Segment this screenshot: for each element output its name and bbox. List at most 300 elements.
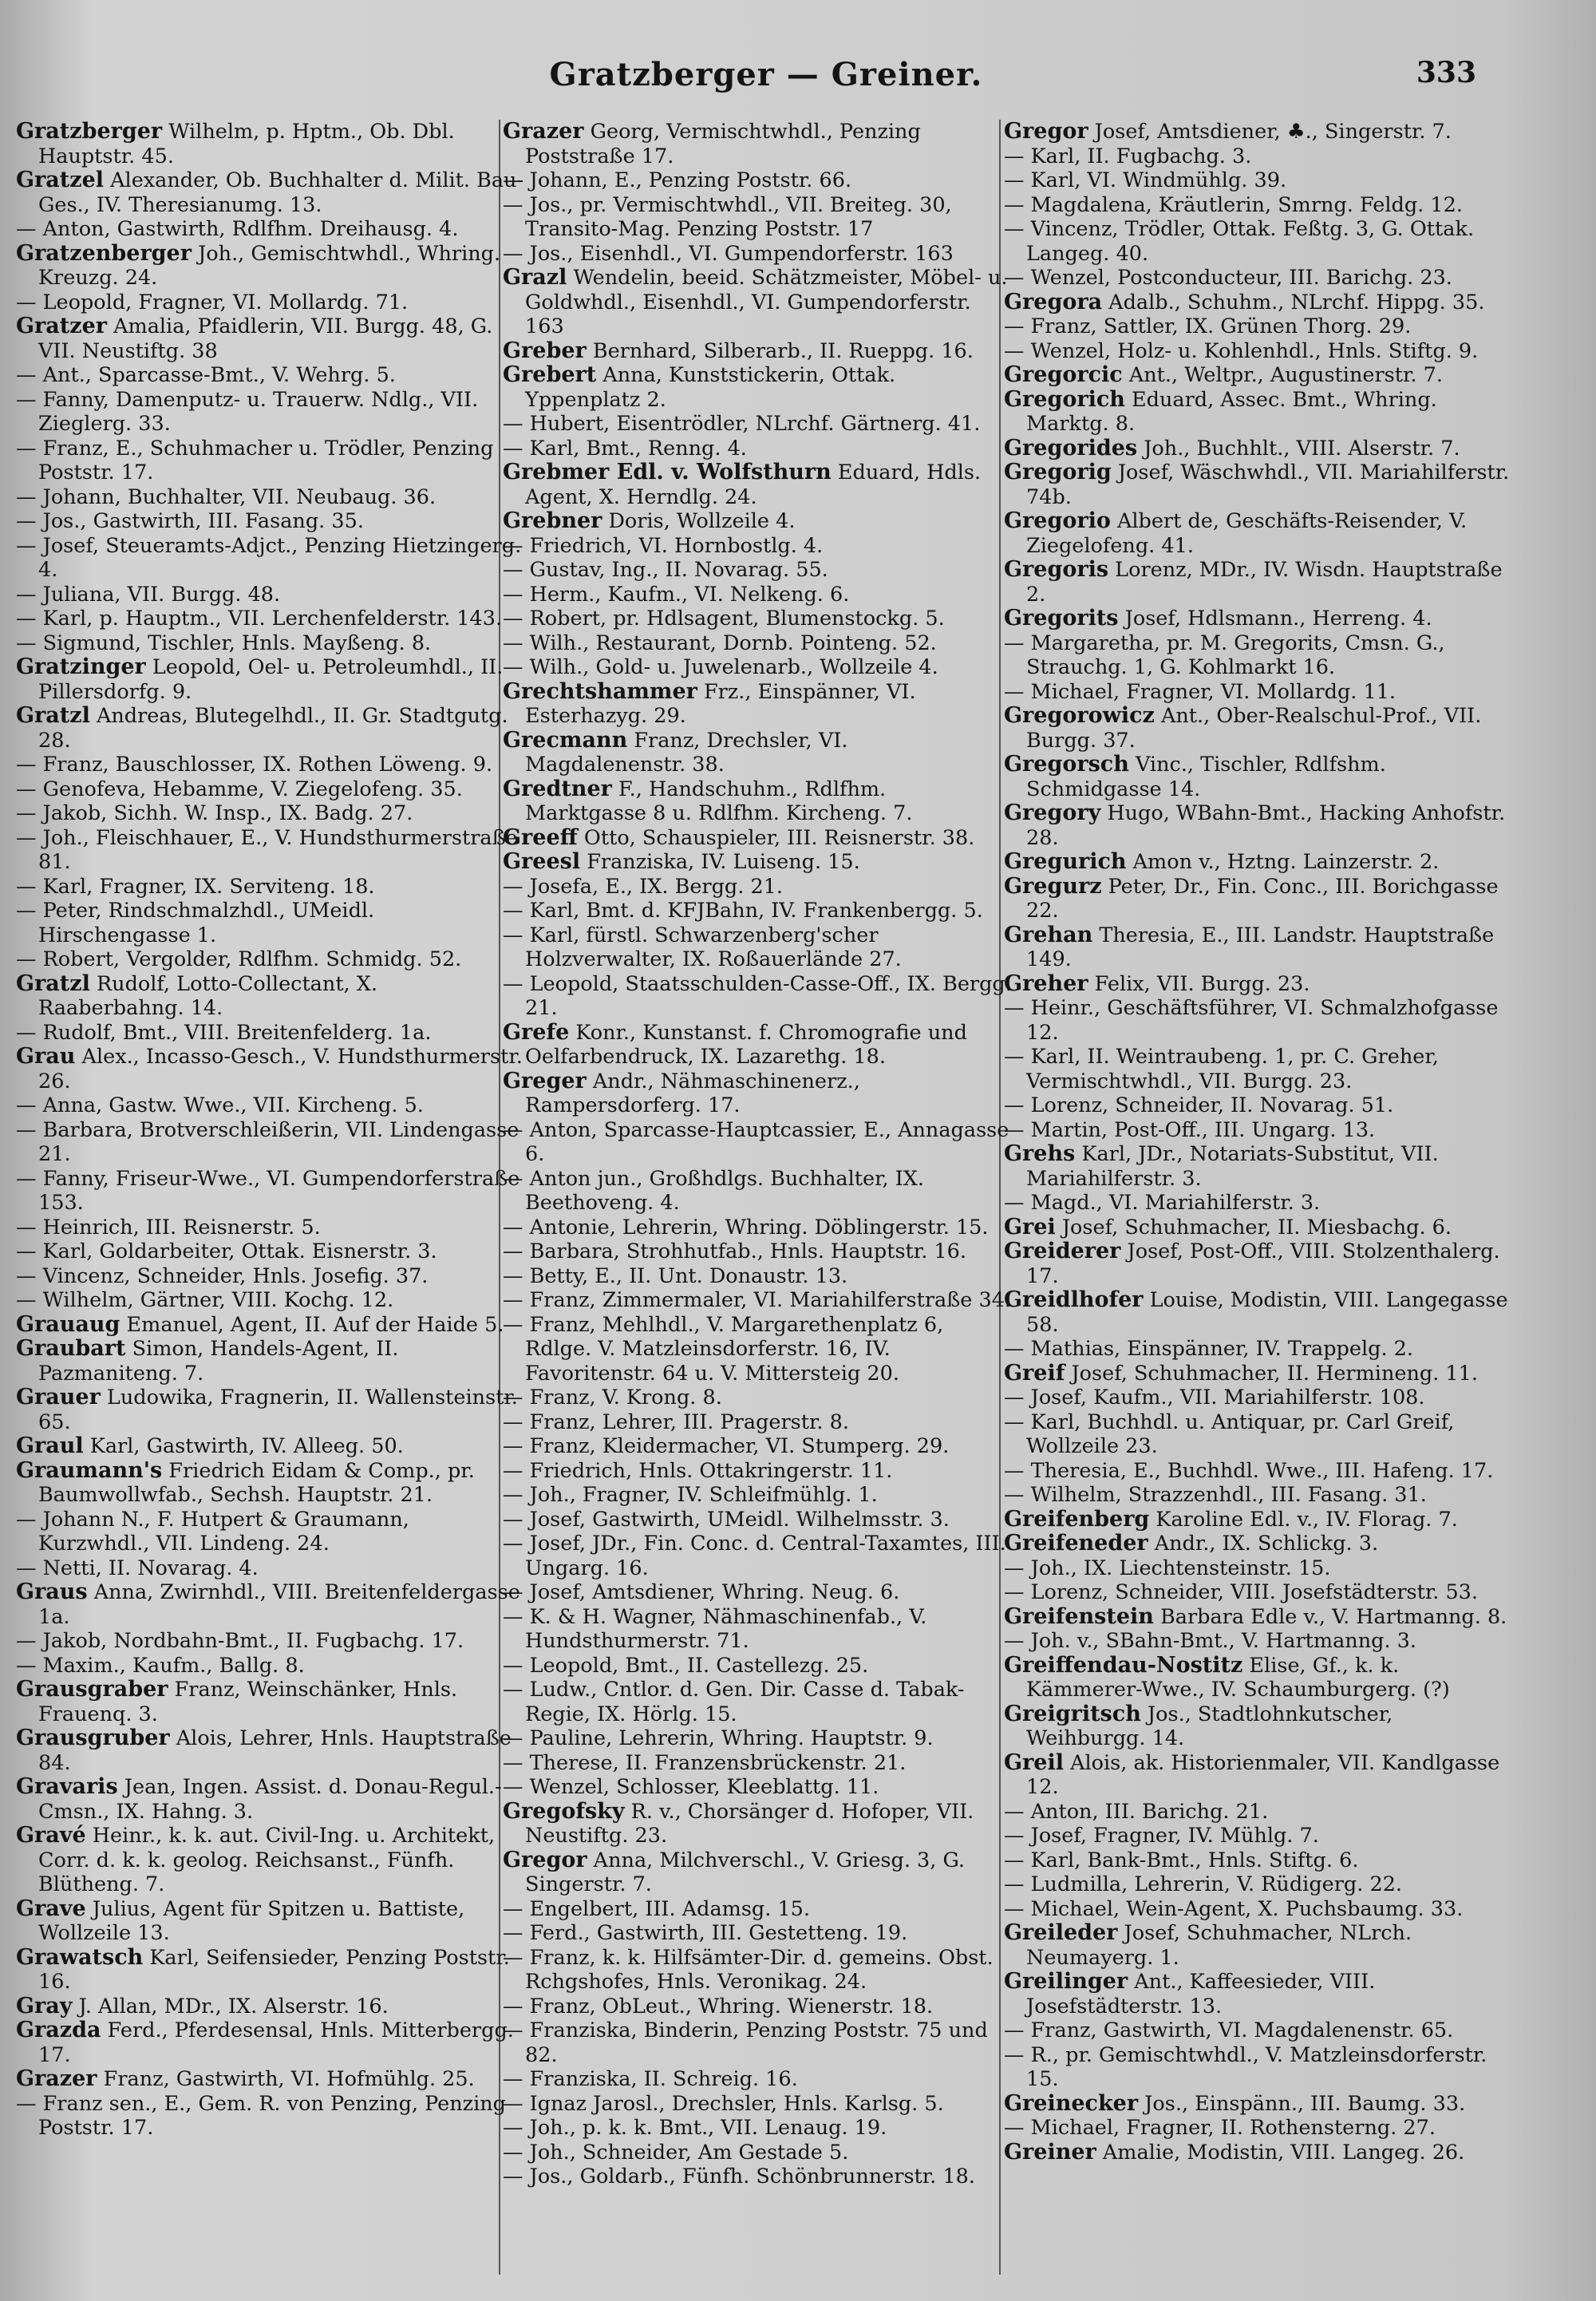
entry-details: — Karl, II. Weintraubeng. 1, pr. C. Greher, Vermischtwhdl., VII. Burgg. 23. <box>1004 1045 1439 1093</box>
entry-details: Hugo, WBahn-Bmt., Hacking Anhofstr. 28. <box>1026 801 1506 850</box>
entry-details: Jos., Stadtlohnkutscher, Weihburgg. 14. <box>1026 1702 1393 1750</box>
directory-entry <box>1004 1897 1515 1922</box>
entry-details: Karoline Edl. v., IV. Florag. 7. <box>1149 1507 1458 1532</box>
directory-entry <box>1004 1872 1515 1897</box>
entry-details: Ant., Ober-Realschul-Prof., VII. Burgg. 37. <box>1026 704 1482 753</box>
entry-surname: Gregorcic <box>1004 362 1123 387</box>
directory-entry <box>503 631 1013 656</box>
entry-surname: Greif <box>1004 1360 1065 1386</box>
directory-entry <box>503 1751 1013 1776</box>
directory-entry <box>1004 1337 1515 1362</box>
directory-entry <box>1004 2043 1515 2092</box>
directory-entry <box>16 1045 527 1093</box>
directory-entry <box>1004 1142 1515 1191</box>
directory-entry <box>1004 1751 1515 1800</box>
entry-details: — Fanny, Damenputz- u. Trauerw. Ndlg., VII. Zieglerg. 33. <box>16 387 479 436</box>
entry-details: — Joh., Fleischhauer, E., V. Hundsthurmerstraße 81. <box>16 825 518 874</box>
entry-surname: Grave <box>16 1896 86 1921</box>
entry-details: — Michael, Fragner, VI. Mollardg. 11. <box>1004 679 1396 704</box>
entry-surname: Grebmer Edl. v. Wolfsthurn <box>503 460 832 484</box>
directory-entry <box>1004 1239 1515 1288</box>
entry-details: — Anna, Gastw. Wwe., VII. Kircheng. 5. <box>16 1093 424 1117</box>
entry-details: — Wenzel, Holz- u. Kohlenhdl., Hnls. Stiftg. 9. <box>1004 338 1479 363</box>
directory-entry <box>1004 875 1515 923</box>
entry-details: — Pauline, Lehrerin, Whring. Hauptstr. 9. <box>503 1726 934 1750</box>
entry-details: — Robert, pr. Hdlsagent, Blumenstockg. 5. <box>503 607 945 631</box>
entry-details: — K. & H. Wagner, Nähmaschinenfab., V. Hundsthurmerstr. 71. <box>503 1604 927 1653</box>
entry-details: Anna, Kunststickerin, Ottak. Yppenplatz 2. <box>525 363 896 412</box>
entry-details: Jos., Einspänn., III. Baumg. 33. <box>1138 2091 1466 2116</box>
entry-surname: Gregorides <box>1004 435 1138 461</box>
entry-details: Josef, Post-Off., VIII. Stolzenthalerg. 17. <box>1026 1239 1500 1288</box>
entry-details: — Heinr., Geschäftsführer, VI. Schmalzhofgasse 12. <box>1004 996 1499 1045</box>
entry-surname: Gregurich <box>1004 849 1127 874</box>
directory-entry <box>503 2141 1013 2165</box>
directory-entry <box>503 412 1013 437</box>
directory-entry <box>1004 144 1515 169</box>
entry-surname: Graubart <box>16 1336 126 1361</box>
entry-surname: Gregor <box>1004 120 1088 144</box>
entry-details: — Antonie, Lehrerin, Whring. Döblingerstr. 15. <box>503 1215 989 1239</box>
directory-entry <box>503 1508 1013 1532</box>
entry-surname: Gregorio <box>1004 508 1111 533</box>
directory-entry <box>16 947 527 972</box>
directory-entry <box>16 1216 527 1240</box>
entry-details: Franz, Weinschänker, Hnls. Frauenq. 3. <box>38 1678 458 1726</box>
directory-entry <box>1004 1459 1515 1484</box>
directory-entry <box>503 1532 1013 1580</box>
directory-entry <box>503 1459 1013 1484</box>
entry-details: J. Allan, MDr., IX. Alserstr. 16. <box>72 1994 389 2018</box>
entry-details: Ferd., Pferdesensal, Hnls. Mitterbergg. 17. <box>38 2018 514 2067</box>
entry-surname: Grazda <box>16 2018 101 2042</box>
entry-surname: Graumann's <box>16 1457 163 1483</box>
entry-surname: Greiner <box>1004 2139 1096 2165</box>
entry-surname: Gratzel <box>16 168 105 192</box>
directory-entry <box>503 1434 1013 1459</box>
directory-entry <box>503 1678 1013 1726</box>
entry-details: — Franz, V. Krong. 8. <box>503 1386 722 1409</box>
entry-details: — Wenzel, Schlosser, Kleeblattg. 11. <box>503 1775 879 1799</box>
entry-details: — Jos., Gastwirth, III. Fasang. 35. <box>16 509 364 533</box>
entry-details: — Theresia, E., Buchhdl. Wwe., III. Hafeng. 17. <box>1004 1458 1494 1483</box>
directory-entry <box>503 729 1013 777</box>
entry-details: — R., pr. Gemischtwhdl., V. Matzleinsdorferstr. 15. <box>1004 2042 1487 2091</box>
entry-surname: Gravé <box>16 1823 86 1848</box>
entry-details: Karl, Seifensieder, Penzing Poststr. 16. <box>38 1945 510 1994</box>
entry-surname: Grazer <box>16 2066 97 2091</box>
directory-entry <box>16 1946 527 1995</box>
directory-entry <box>503 826 1013 851</box>
entry-details: Georg, Vermischtwhdl., Penzing Poststraße 17. <box>525 120 921 168</box>
directory-entry <box>503 1483 1013 1508</box>
entry-details: Joh., Gemischtwhdl., Whring. Kreuzg. 24. <box>38 241 501 290</box>
entry-details: — Friedrich, VI. Hornbostlg. 4. <box>503 533 824 558</box>
entry-details: — Ferd., Gastwirth, III. Gestetteng. 19. <box>503 1921 908 1945</box>
entry-details: — Joh., Fragner, IV. Schleifmühlg. 1. <box>503 1483 878 1507</box>
entry-details: Vinc., Tischler, Rdlfshm. Schmidgasse 14. <box>1026 753 1386 801</box>
entry-details: — Karl, Fragner, IX. Serviteng. 18. <box>16 874 375 899</box>
directory-entry <box>1004 1532 1515 1556</box>
entry-details: — Johann, Buchhalter, VII. Neubaug. 36. <box>16 484 437 509</box>
directory-entry <box>503 583 1013 607</box>
entry-surname: Gravaris <box>16 1774 118 1799</box>
directory-entry <box>503 2165 1013 2189</box>
entry-surname: Gregofsky <box>503 1798 625 1824</box>
directory-entry <box>1004 753 1515 801</box>
entry-details: — Engelbert, III. Adamsg. 15. <box>503 1896 811 1921</box>
directory-entry <box>16 777 527 802</box>
entry-details: — Maxim., Kaufm., Ballg. 8. <box>16 1653 305 1678</box>
page-header <box>0 56 1596 112</box>
entry-details: — Franz, Kleidermacher, VI. Stumperg. 29. <box>503 1434 950 1458</box>
directory-entry <box>16 1726 527 1775</box>
directory-entry <box>1004 2116 1515 2141</box>
directory-entry <box>503 193 1013 242</box>
entry-details: Julius, Agent für Spitzen u. Battiste, Wollzeile 13. <box>38 1896 465 1945</box>
entry-details: Ant., Kaffeesieder, VIII. Josefstädterstr. 13. <box>1026 1970 1376 2018</box>
entry-surname: Greifeneder <box>1004 1531 1148 1556</box>
entry-details: — Jos., Eisenhdl., VI. Gumpendorferstr. 163 <box>503 241 954 266</box>
entry-details: — Wilh., Restaurant, Dornb. Pointeng. 52. <box>503 631 937 655</box>
entry-surname: Greifenberg <box>1004 1506 1150 1532</box>
entry-surname: Gregurz <box>1004 873 1102 899</box>
directory-entry <box>503 1580 1013 1605</box>
directory-entry <box>1004 1848 1515 1873</box>
entry-surname: Gregora <box>1004 289 1103 314</box>
entry-details: Josef, Amtsdiener, ♣., Singerstr. 7. <box>1088 120 1452 144</box>
directory-entry <box>1004 1605 1515 1630</box>
directory-entry <box>503 1167 1013 1216</box>
entry-details: Peter, Dr., Fin. Conc., III. Borichgasse 22. <box>1026 874 1499 923</box>
entry-details: — Franziska, Binderin, Penzing Poststr. 75 und 82. <box>503 2018 988 2067</box>
directory-entry <box>16 120 527 168</box>
directory-column-2 <box>503 120 1013 2275</box>
entry-surname: Grausgruber <box>16 1726 170 1750</box>
entry-details: Louise, Modistin, VIII. Langegasse 58. <box>1026 1288 1508 1337</box>
entry-details: — Josef, Gastwirth, UMeidl. Wilhelmsstr. 3. <box>503 1507 950 1532</box>
directory-entry <box>503 1775 1013 1800</box>
entry-details: — Leopold, Bmt., II. Castellezg. 25. <box>503 1653 869 1678</box>
entry-surname: Greinecker <box>1004 2090 1139 2116</box>
entry-details: — Franz, Sattler, IX. Grünen Thorg. 29. <box>1004 314 1412 338</box>
entry-details: — Joh., Schneider, Am Gestade 5. <box>503 2140 849 2165</box>
directory-entry <box>503 339 1013 364</box>
entry-surname: Greiderer <box>1004 1239 1121 1263</box>
directory-entry <box>16 291 527 315</box>
directory-entry <box>16 1556 527 1581</box>
directory-entry <box>1004 801 1515 850</box>
entry-details: — Josef, Amtsdiener, Whring. Neug. 6. <box>503 1580 900 1604</box>
entry-surname: Grecmann <box>503 727 628 753</box>
entry-details: — Karl, fürstl. Schwarzenberg'scher Holzverwalter, IX. Roßauerlände 27. <box>503 923 902 971</box>
directory-entry <box>1004 388 1515 437</box>
entry-surname: Grehan <box>1004 922 1093 947</box>
directory-entry <box>16 875 527 899</box>
directory-entry <box>16 1434 527 1459</box>
entry-details: — Friedrich, Hnls. Ottakringerstr. 11. <box>503 1458 893 1483</box>
entry-surname: Greeff <box>503 824 578 850</box>
entry-details: Josef, Schuhmacher, II. Hermineng. 11. <box>1065 1361 1478 1386</box>
directory-entry <box>1004 972 1515 997</box>
entry-surname: Gratzenberger <box>16 240 192 266</box>
entry-details: — Johann N., F. Hutpert & Graumann, Kurzwhdl., VII. Lindeng. 24. <box>16 1507 409 1556</box>
entry-details: — Franz, Gastwirth, VI. Magdalenenstr. 65. <box>1004 2018 1454 2042</box>
entry-details: Heinr., k. k. aut. Civil-Ing. u. Architekt, Corr. d. k. k. geolog. Reichsanst., Fünfh. Blütheng. 7. <box>38 1824 496 1896</box>
entry-details: Josef, Wäschwhdl., VII. Mariahilferstr. 74b. <box>1026 461 1510 509</box>
entry-details: Amalie, Modistin, VIII. Langeg. 26. <box>1096 2140 1465 2165</box>
directory-entry <box>16 1264 527 1289</box>
entry-details: — Barbara, Brotverschleißerin, VII. Lindengasse 21. <box>16 1117 519 1166</box>
entry-details: Elise, Gf., k. k. Kämmerer-Wwe., IV. Schaumburgerg. (?) <box>1026 1653 1450 1702</box>
directory-entry <box>16 1654 527 1678</box>
entry-details: — Karl, VI. Windmühlg. 39. <box>1004 168 1287 192</box>
entry-details: Otto, Schauspieler, III. Reisnerstr. 38. <box>577 825 975 850</box>
entry-surname: Graul <box>16 1433 84 1458</box>
entry-details: — Genofeva, Hebamme, V. Ziegelofeng. 35. <box>16 777 463 801</box>
entry-details: — Karl, Bank-Bmt., Hnls. Stiftg. 6. <box>1004 1848 1359 1872</box>
directory-entry <box>503 1946 1013 1995</box>
entry-surname: Greifenstein <box>1004 1603 1154 1629</box>
directory-entry <box>16 534 527 583</box>
entry-details: — Leopold, Staatsschulden-Casse-Off., IX. Bergg. 21. <box>503 971 1012 1020</box>
directory-entry <box>16 655 527 704</box>
entry-details: — Herm., Kaufm., VI. Nelkeng. 6. <box>503 582 850 607</box>
directory-entry <box>503 972 1013 1021</box>
entry-surname: Grauaug <box>16 1311 120 1337</box>
entry-surname: Greger <box>503 1068 587 1093</box>
entry-details: Barbara Edle v., V. Hartmanng. 8. <box>1153 1604 1507 1629</box>
directory-entry <box>503 2116 1013 2141</box>
directory-entry <box>503 1288 1013 1313</box>
entry-details: — Vincenz, Schneider, Hnls. Josefig. 37. <box>16 1263 429 1288</box>
entry-details: — Juliana, VII. Burgg. 48. <box>16 582 281 607</box>
directory-entry <box>16 1995 527 2019</box>
entry-details: — Leopold, Fragner, VI. Mollardg. 71. <box>16 290 409 314</box>
entry-details: — Karl, Goldarbeiter, Ottak. Eisnerstr. 3. <box>16 1239 437 1263</box>
directory-entry <box>503 1800 1013 1848</box>
directory-entry <box>1004 631 1515 680</box>
directory-entry <box>1004 291 1515 315</box>
directory-entry <box>16 388 527 437</box>
directory-entry <box>16 1508 527 1556</box>
entry-details: — Joh., p. k. k. Bmt., VII. Lenaug. 19. <box>503 2116 887 2140</box>
directory-entry <box>16 801 527 826</box>
directory-entry <box>16 363 527 388</box>
directory-entry <box>1004 558 1515 607</box>
entry-surname: Gratzinger <box>16 654 146 679</box>
entry-details: Anna, Zwirnhdl., VIII. Breitenfeldergasse 1a. <box>38 1580 520 1629</box>
directory-entry <box>1004 363 1515 388</box>
entry-details: — Fanny, Friseur-Wwe., VI. Gumpendorferstraße 153. <box>16 1166 520 1215</box>
directory-entry <box>503 2067 1013 2092</box>
entry-details: — Franz, Mehlhdl., V. Margarethenplatz 6, Rdlge. V. Matzleinsdorferstr. 16, IV. Favoritenstr. 64 u. V. Mittersteig 20. <box>503 1312 944 1386</box>
directory-entry <box>16 1093 527 1118</box>
directory-entry <box>16 1386 527 1434</box>
entry-details: Felix, VII. Burgg. 23. <box>1088 971 1310 996</box>
entry-surname: Grefe <box>503 1019 570 1045</box>
entry-details: — Magd., VI. Mariahilferstr. 3. <box>1004 1191 1321 1215</box>
directory-entry <box>16 168 527 217</box>
directory-entry <box>1004 509 1515 558</box>
directory-entry <box>503 1021 1013 1069</box>
directory-entry <box>1004 1386 1515 1410</box>
directory-entry <box>16 1775 527 1824</box>
directory-entry <box>1004 1216 1515 1240</box>
entry-details: Jean, Ingen. Assist. d. Donau-Regul.-Cmsn., IX. Hahng. 3. <box>38 1775 502 1824</box>
entry-details: Andreas, Blutegelhdl., II. Gr. Stadtgutg. 28. <box>38 704 508 753</box>
entry-details: — Gustav, Ing., II. Novarag. 55. <box>503 558 828 582</box>
entry-details: — Franz, Zimmermaler, VI. Mariahilferstraße 34. <box>503 1288 1012 1312</box>
entry-details: — Franz sen., E., Gem. R. von Penzing, Penzing Poststr. 17. <box>16 2091 506 2140</box>
entry-details: Josef, Schuhmacher, NLrch. Neumayerg. 1. <box>1026 1921 1412 1970</box>
entry-surname: Gratzl <box>16 703 90 728</box>
entry-details: — Franz, Bauschlosser, IX. Rothen Löweng. 9. <box>16 753 493 777</box>
entry-details: — Joh. v., SBahn-Bmt., V. Hartmanng. 3. <box>1004 1629 1417 1653</box>
directory-entry <box>503 242 1013 267</box>
directory-entry <box>16 899 527 947</box>
entry-details: — Karl, II. Fugbachg. 3. <box>1004 144 1252 168</box>
directory-entry <box>503 1216 1013 1240</box>
entry-details: — Michael, Fragner, II. Rothensterng. 27. <box>1004 2116 1436 2140</box>
entry-details: Simon, Handels-Agent, II. Pazmaniteng. 7. <box>38 1337 399 1386</box>
entry-details: Franz, Drechsler, VI. Magdalenenstr. 38. <box>525 728 848 777</box>
entry-details: Konr., Kunstanst. f. Chromografie und Oelfarbendruck, IX. Lazarethg. 18. <box>525 1020 967 1069</box>
directory-entry <box>16 2018 527 2067</box>
entry-details: — Margaretha, pr. M. Gregorits, Cmsn. G., Strauchg. 1, G. Kohlmarkt 16. <box>1004 631 1445 679</box>
directory-entry <box>1004 850 1515 875</box>
directory-entry <box>16 485 527 510</box>
entry-details: — Wilhelm, Strazzenhdl., III. Fasang. 31. <box>1004 1483 1427 1507</box>
directory-entry <box>1004 461 1515 509</box>
directory-entry <box>1004 1288 1515 1337</box>
entry-surname: Gray <box>16 1993 73 2018</box>
directory-entry <box>1004 266 1515 291</box>
entry-details: — Josef, JDr., Fin. Conc. d. Central-Taxamtes, III. Ungarg. 16. <box>503 1532 1006 1580</box>
directory-entry <box>16 1459 527 1508</box>
entry-details: — Anton, III. Barichg. 21. <box>1004 1799 1269 1824</box>
directory-entry <box>16 583 527 607</box>
directory-entry <box>16 1629 527 1654</box>
entry-surname: Grebner <box>503 508 602 533</box>
running-head: Gratzberger — Greiner. <box>549 56 983 93</box>
entry-details: Alex., Incasso-Gesch., V. Hundsthurmerstr. 26. <box>38 1045 523 1093</box>
entry-surname: Gregory <box>1004 801 1101 825</box>
entry-surname: Grazer <box>503 120 584 144</box>
entry-details: — Josefa, E., IX. Bergg. 21. <box>503 874 784 899</box>
directory-entry <box>503 1897 1013 1922</box>
entry-details: — Ludw., Cntlor. d. Gen. Dir. Casse d. Tabak-Regie, IX. Hörlg. 15. <box>503 1678 965 1726</box>
directory-entry <box>1004 339 1515 364</box>
entry-details: Theresia, E., III. Landstr. Hauptstraße 149. <box>1026 923 1495 971</box>
directory-column-1 <box>16 120 527 2275</box>
directory-entry <box>1004 314 1515 339</box>
entry-surname: Greil <box>1004 1749 1064 1775</box>
directory-entry <box>503 923 1013 972</box>
directory-entry <box>1004 120 1515 144</box>
directory-entry <box>1004 437 1515 461</box>
directory-entry <box>503 680 1013 729</box>
directory-entry <box>503 461 1013 509</box>
entry-details: Friedrich Eidam & Comp., pr. Baumwollwfab., Sechsh. Hauptstr. 21. <box>38 1458 475 1507</box>
entry-surname: Grehs <box>1004 1141 1076 1166</box>
entry-surname: Greidlhofer <box>1004 1287 1144 1312</box>
directory-entry <box>16 2092 527 2141</box>
directory-entry <box>16 314 527 363</box>
entry-surname: Gratzl <box>16 971 90 996</box>
directory-entry <box>16 217 527 242</box>
entry-details: — Wilh., Gold- u. Juwelenarb., Wollzeile 4. <box>503 655 938 679</box>
directory-entry <box>503 1410 1013 1435</box>
entry-details: Wendelin, beeid. Schätzmeister, Möbel- u. Goldwhdl., Eisenhdl., VI. Gumpendorferstr. 163 <box>525 266 1008 338</box>
entry-details: — Lorenz, Schneider, VIII. Josefstädterstr. 53. <box>1004 1580 1479 1604</box>
directory-entry <box>16 1239 527 1264</box>
entry-details: — Wenzel, Postconducteur, III. Barichg. 23. <box>1004 266 1452 290</box>
entry-details: — Mathias, Einspänner, IV. Trappelg. 2. <box>1004 1337 1413 1361</box>
entry-surname: Gredtner <box>503 776 612 801</box>
directory-entry <box>503 1313 1013 1386</box>
directory-entry <box>16 826 527 875</box>
directory-entry <box>503 120 1013 168</box>
entry-surname: Grebert <box>503 362 597 387</box>
entry-details: — Anton, Gastwirth, Rdlfhm. Dreihausg. 4. <box>16 217 459 241</box>
entry-surname: Graus <box>16 1579 88 1604</box>
directory-entry <box>16 1288 527 1313</box>
directory-entry <box>503 363 1013 412</box>
entry-details: Wilhelm, p. Hptm., Ob. Dbl. Hauptstr. 45. <box>38 120 455 168</box>
entry-details: — Betty, E., II. Unt. Donaustr. 13. <box>503 1263 848 1288</box>
entry-surname: Gratzer <box>16 314 107 338</box>
directory-entry <box>503 1264 1013 1289</box>
entry-details: Alexander, Ob. Buchhalter d. Milit. Bau-Ges., IV. Theresianumg. 13. <box>38 168 524 217</box>
entry-details: Bernhard, Silberarb., II. Rueppg. 16. <box>586 338 974 363</box>
directory-entry <box>503 1995 1013 2019</box>
entry-surname: Greigritsch <box>1004 1701 1141 1726</box>
directory-entry <box>1004 217 1515 266</box>
directory-entry <box>503 534 1013 559</box>
directory-entry <box>1004 1556 1515 1581</box>
entry-details: — Joh., IX. Liechtensteinstr. 15. <box>1004 1556 1331 1580</box>
directory-entry <box>1004 923 1515 972</box>
entry-details: — Ant., Sparcasse-Bmt., V. Wehrg. 5. <box>16 363 396 387</box>
directory-entry <box>503 1726 1013 1751</box>
directory-entry <box>503 1654 1013 1678</box>
directory-entry <box>1004 168 1515 193</box>
directory-entry <box>16 753 527 777</box>
directory-entry <box>503 168 1013 193</box>
directory-entry <box>1004 193 1515 218</box>
directory-entry <box>16 1580 527 1629</box>
entry-details: — Therese, II. Franzensbrückenstr. 21. <box>503 1750 907 1775</box>
entry-details: — Karl, Buchhdl. u. Antiquar, pr. Carl Greif, Wollzeile 23. <box>1004 1409 1455 1458</box>
directory-entry <box>16 1337 527 1386</box>
directory-entry <box>503 437 1013 461</box>
directory-entry <box>503 1118 1013 1167</box>
directory-entry <box>16 631 527 656</box>
entry-details: — Barbara, Strohhutfab., Hnls. Hauptstr. 16. <box>503 1239 966 1263</box>
directory-entry <box>16 1118 527 1167</box>
entry-surname: Gregor <box>503 1847 587 1872</box>
directory-entry <box>16 1313 527 1338</box>
entry-surname: Gregorich <box>1004 386 1125 412</box>
directory-entry <box>1004 1702 1515 1751</box>
directory-entry <box>16 2067 527 2092</box>
directory-entry <box>1004 1508 1515 1532</box>
entry-details: — Anton jun., Großhdlgs. Buchhalter, IX. Beethoveng. 4. <box>503 1166 925 1215</box>
entry-surname: Grausgraber <box>16 1677 168 1702</box>
directory-entry <box>503 1239 1013 1264</box>
directory-entry <box>503 266 1013 339</box>
